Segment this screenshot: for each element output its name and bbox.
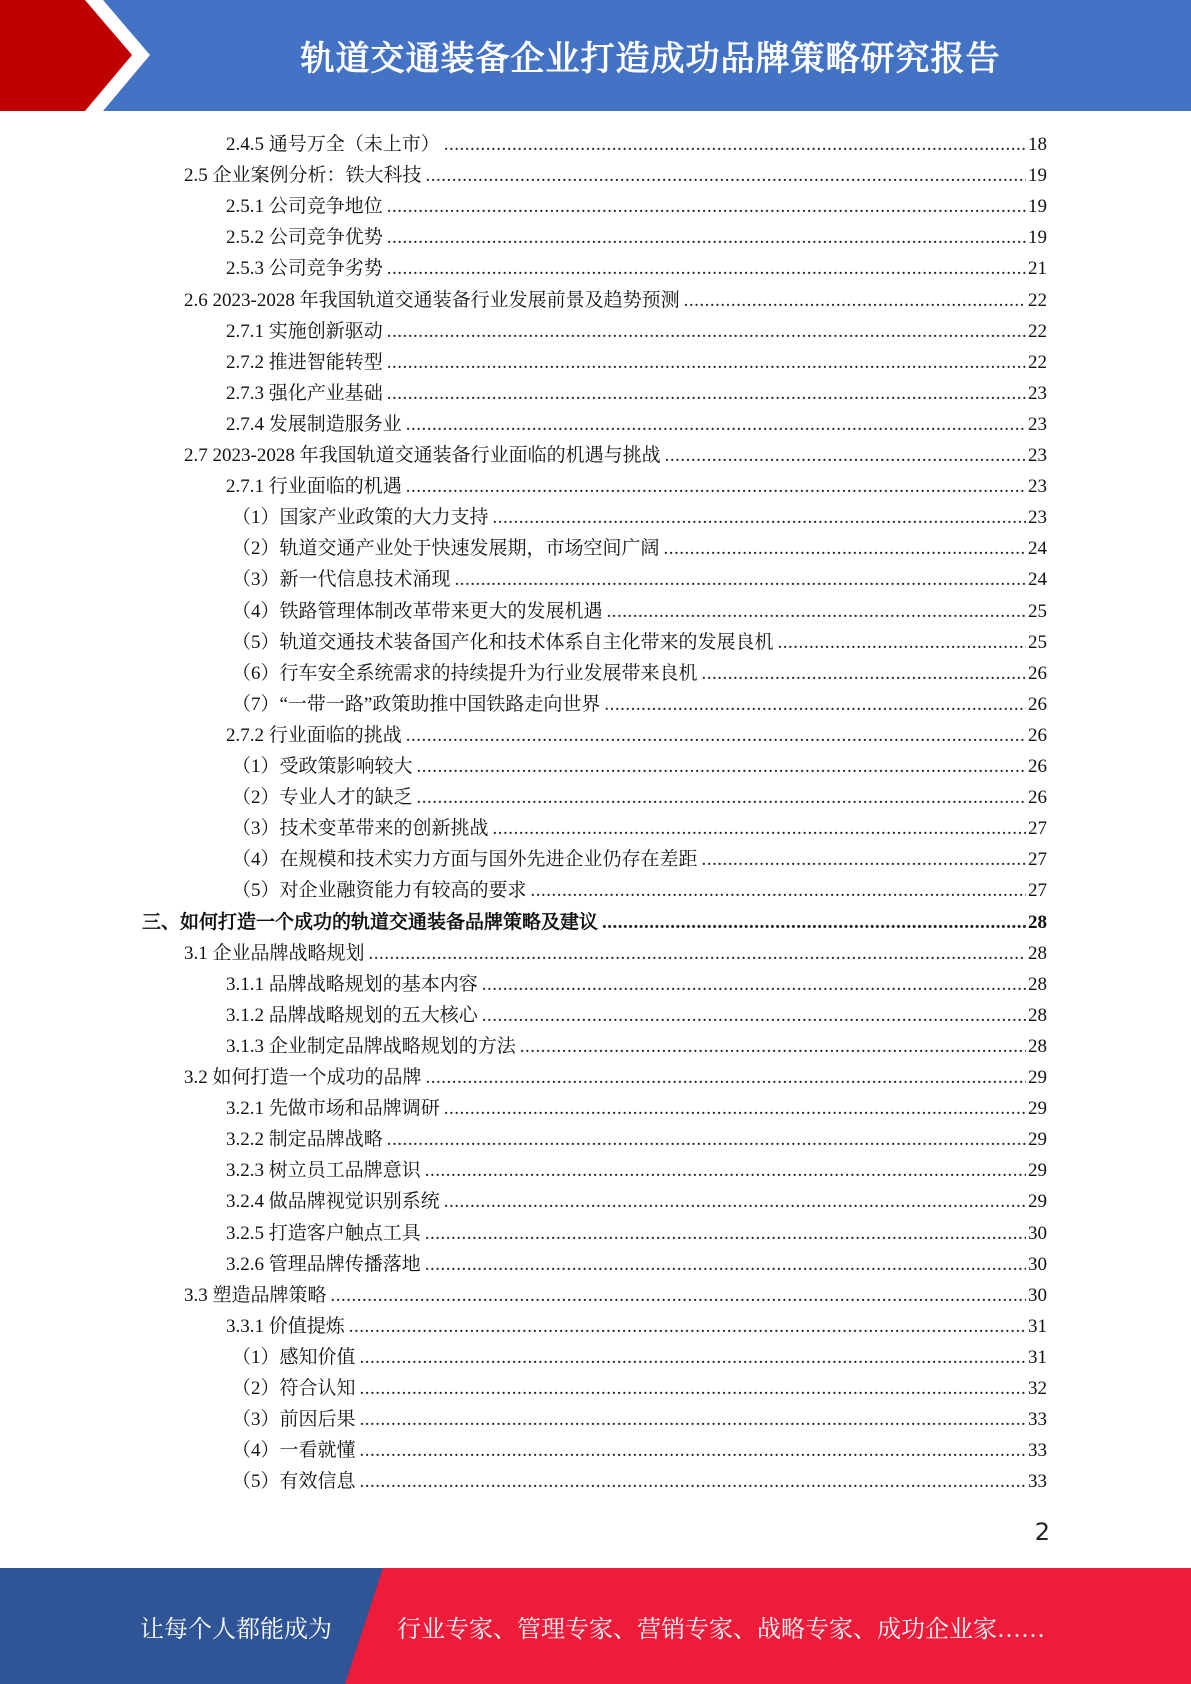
toc-entry-title: 3.1 企业品牌战略规划 (184, 942, 365, 964)
toc-entry[interactable] (184, 1062, 1047, 1093)
toc-entry[interactable] (232, 875, 1047, 906)
toc-entry-title: 3.2.1 先做市场和品牌调研 (226, 1098, 440, 1120)
toc-leader-dots (702, 844, 1026, 875)
toc-entry-page: 28 (1028, 1035, 1047, 1057)
toc-leader-dots (684, 285, 1026, 316)
toc-leader-dots (360, 1373, 1026, 1404)
toc-entry-page: 22 (1028, 320, 1047, 342)
toc-entry-title: 3.3 塑造品牌策略 (184, 1284, 327, 1306)
toc-entry[interactable] (232, 751, 1047, 782)
page-number: 2 (1034, 1518, 1050, 1546)
toc-entry-page: 28 (1028, 911, 1047, 933)
footer-slogan-left: 让每个人都能成为 (140, 1616, 332, 1643)
page-header (0, 0, 1191, 111)
toc-entry-page: 25 (1028, 631, 1047, 653)
toc-entry-title: 2.4.5 通号万全（未上市） (226, 134, 440, 155)
toc-entry-page: 29 (1028, 1191, 1047, 1213)
toc-leader-dots (417, 751, 1026, 782)
toc-entry-page: 23 (1028, 382, 1047, 404)
toc-entry-page: 24 (1028, 538, 1047, 560)
toc-leader-dots (387, 191, 1026, 222)
toc-leader-dots (665, 440, 1026, 471)
toc-entry-page: 23 (1028, 445, 1047, 466)
toc-leader-dots (406, 720, 1026, 751)
toc-entry-title: 2.7.1 实施创新驱动 (226, 320, 383, 342)
toc-leader-dots (602, 907, 1026, 938)
toc-entry-title: 3.2.3 树立员工品牌意识 (226, 1160, 421, 1182)
toc-entry[interactable] (226, 1186, 1047, 1217)
toc-entry-title: （2）轨道交通产业处于快速发展期，市场空间广阔 (232, 538, 660, 560)
toc-entry-title: 2.6 2023-2028 年我国轨道交通装备行业发展前景及趋势预测 (184, 289, 680, 311)
toc-entry-page: 33 (1028, 1440, 1047, 1462)
toc-entry-title: 3.2.6 管理品牌传播落地 (226, 1253, 421, 1275)
toc-entry-title: （6）行车安全系统需求的持续提升为行业发展带来良机 (232, 662, 698, 684)
toc-entry[interactable] (232, 782, 1047, 813)
footer-slogan-right: 行业专家、管理专家、营销专家、战略专家、成功企业家…… (397, 1616, 1045, 1643)
toc-entry[interactable] (226, 1031, 1047, 1062)
toc-entry[interactable] (226, 378, 1047, 409)
toc-entry-title: （5）有效信息 (232, 1471, 356, 1493)
toc-entry[interactable] (232, 813, 1047, 844)
toc-leader-dots (406, 471, 1026, 502)
toc-leader-dots (406, 409, 1026, 440)
toc-entry-page: 24 (1028, 569, 1047, 591)
toc-entry[interactable] (226, 347, 1047, 378)
toc-leader-dots (455, 564, 1026, 595)
toc-entry[interactable] (184, 938, 1047, 969)
toc-entry-title: 3.2.4 做品牌视觉识别系统 (226, 1191, 440, 1213)
toc-entry-page: 27 (1028, 818, 1047, 840)
toc-leader-dots (387, 316, 1026, 347)
toc-leader-dots (331, 1280, 1026, 1311)
toc-entry-page: 18 (1028, 134, 1047, 155)
toc-entry[interactable] (232, 596, 1047, 627)
toc-leader-dots (360, 1466, 1026, 1497)
toc-entry-title: 3.1.3 企业制定品牌战略规划的方法 (226, 1035, 516, 1057)
toc-leader-dots (482, 969, 1026, 1000)
toc-leader-dots (426, 1062, 1026, 1093)
toc-leader-dots (387, 1124, 1026, 1155)
toc-entry-title: （2）专业人才的缺乏 (232, 787, 413, 809)
toc-entry-page: 22 (1028, 289, 1047, 311)
toc-leader-dots (387, 347, 1026, 378)
toc-leader-dots (417, 782, 1026, 813)
toc-entry-page: 33 (1028, 1409, 1047, 1431)
toc-entry-title: （7）“一带一路”政策助推中国铁路走向世界 (232, 693, 601, 715)
toc-entry-page: 23 (1028, 507, 1047, 529)
toc-leader-dots (425, 1218, 1026, 1249)
toc-entry[interactable] (226, 253, 1047, 284)
toc-entry-page: 29 (1028, 1160, 1047, 1182)
toc-entry[interactable] (232, 689, 1047, 720)
toc-entry[interactable] (226, 969, 1047, 1000)
toc-entry[interactable] (232, 1373, 1047, 1404)
toc-entry-page: 26 (1028, 693, 1047, 715)
toc-leader-dots (360, 1435, 1026, 1466)
toc-leader-dots (702, 658, 1026, 689)
toc-leader-dots (426, 160, 1026, 191)
toc-entry-page: 27 (1028, 849, 1047, 871)
toc-leader-dots (531, 875, 1026, 906)
toc-entry-title: （4）一看就懂 (232, 1440, 356, 1462)
toc-entry-title: （5）对企业融资能力有较高的要求 (232, 880, 527, 902)
toc-entry-page: 28 (1028, 973, 1047, 995)
toc-leader-dots (425, 1155, 1026, 1186)
toc-entry-title: 2.5 企业案例分析：铁大科技 (184, 165, 422, 187)
toc-leader-dots (444, 1186, 1026, 1217)
toc-entry-title: （3）新一代信息技术涌现 (232, 569, 451, 591)
toc-entry[interactable] (184, 1280, 1047, 1311)
toc-entry-page: 26 (1028, 787, 1047, 809)
toc-entry[interactable] (232, 658, 1047, 689)
toc-leader-dots (444, 129, 1026, 160)
toc-entry[interactable] (142, 907, 1047, 938)
toc-entry-page: 29 (1028, 1067, 1047, 1088)
toc-entry-title: 三、如何打造一个成功的轨道交通装备品牌策略及建议 (142, 911, 599, 933)
toc-leader-dots (387, 222, 1026, 253)
toc-entry-page: 31 (1028, 1315, 1047, 1337)
toc-entry[interactable] (226, 471, 1047, 502)
toc-entry-page: 26 (1028, 756, 1047, 777)
toc-entry[interactable] (232, 1404, 1047, 1435)
toc-entry-page: 28 (1028, 1004, 1047, 1026)
toc-entry[interactable] (232, 844, 1047, 875)
toc-entry-page: 30 (1028, 1284, 1047, 1306)
toc-entry-page: 30 (1028, 1253, 1047, 1275)
toc-entry[interactable] (184, 285, 1047, 316)
toc-entry-title: 2.5.2 公司竞争优势 (226, 227, 383, 249)
toc-entry-page: 28 (1028, 942, 1047, 964)
toc-entry-title: （4）铁路管理体制改革带来更大的发展机遇 (232, 600, 603, 622)
toc-entry-page: 26 (1028, 662, 1047, 684)
toc-entry-title: （1）感知价值 (232, 1346, 356, 1368)
toc-entry-page: 33 (1028, 1471, 1047, 1493)
toc-leader-dots (369, 938, 1026, 969)
toc-entry[interactable] (226, 720, 1047, 751)
toc-entry[interactable] (232, 627, 1047, 658)
toc-entry[interactable] (232, 1342, 1047, 1373)
toc-entry-title: 3.2 如何打造一个成功的品牌 (184, 1067, 422, 1088)
toc-entry-title: 2.7.4 发展制造服务业 (226, 413, 402, 435)
toc-entry-page: 26 (1028, 724, 1047, 746)
toc-leader-dots (444, 1093, 1026, 1124)
toc-entry[interactable] (226, 222, 1047, 253)
toc-entry-title: 2.5.1 公司竞争地位 (226, 196, 383, 218)
toc-entry[interactable] (226, 1155, 1047, 1186)
toc-entry-title: 3.2.5 打造客户触点工具 (226, 1222, 421, 1244)
toc-entry-page: 19 (1028, 227, 1047, 249)
toc-entry-page: 22 (1028, 351, 1047, 373)
toc-entry-title: 3.2.2 制定品牌战略 (226, 1129, 383, 1151)
toc-entry[interactable] (232, 533, 1047, 564)
toc-entry[interactable] (232, 1466, 1047, 1497)
toc-leader-dots (387, 253, 1026, 284)
report-title: 轨道交通装备企业打造成功品牌策略研究报告 (300, 39, 1001, 79)
toc-entry-page: 23 (1028, 476, 1047, 498)
toc-entry[interactable] (232, 502, 1047, 533)
toc-entry-title: （5）轨道交通技术装备国产化和技术体系自主化带来的发展良机 (232, 631, 774, 653)
toc-leader-dots (349, 1311, 1026, 1342)
toc-leader-dots (493, 502, 1026, 533)
toc-entry-page: 19 (1028, 165, 1047, 187)
toc-leader-dots (778, 627, 1026, 658)
toc-entry-page: 19 (1028, 196, 1047, 218)
toc-entry-title: 3.1.2 品牌战略规划的五大核心 (226, 1004, 478, 1026)
toc-entry[interactable] (226, 1124, 1047, 1155)
toc-entry[interactable] (226, 1000, 1047, 1031)
toc-leader-dots (387, 378, 1026, 409)
toc-entry-title: 3.3.1 价值提炼 (226, 1315, 345, 1337)
toc-entry-page: 23 (1028, 413, 1047, 435)
toc-leader-dots (425, 1249, 1026, 1280)
toc-entry-page: 32 (1028, 1378, 1047, 1399)
toc-entry-page: 31 (1028, 1346, 1047, 1368)
toc-entry-title: 2.7.1 行业面临的机遇 (226, 476, 402, 498)
toc-leader-dots (604, 689, 1026, 720)
toc-entry[interactable] (226, 1218, 1047, 1249)
toc-entry[interactable] (226, 1249, 1047, 1280)
toc-entry-title: （1）受政策影响较大 (232, 756, 413, 777)
toc-entry-title: （3）前因后果 (232, 1409, 356, 1431)
toc-leader-dots (607, 596, 1026, 627)
toc-entry[interactable] (184, 440, 1047, 471)
toc-entry-page: 25 (1028, 600, 1047, 622)
toc-entry-page: 29 (1028, 1129, 1047, 1151)
toc-entry-page: 21 (1028, 258, 1047, 280)
toc-entry-title: （2）符合认知 (232, 1378, 356, 1399)
toc-entry[interactable] (226, 191, 1047, 222)
toc-entry-page: 27 (1028, 880, 1047, 902)
toc-entry[interactable] (232, 1435, 1047, 1466)
toc-leader-dots (360, 1342, 1026, 1373)
toc-entry-title: （1）国家产业政策的大力支持 (232, 507, 489, 529)
page-footer (0, 1568, 1191, 1684)
toc-entry[interactable] (226, 1093, 1047, 1124)
toc-entry-page: 29 (1028, 1098, 1047, 1120)
toc-entry-title: （3）技术变革带来的创新挑战 (232, 818, 489, 840)
toc-entry[interactable] (226, 409, 1047, 440)
toc-leader-dots (360, 1404, 1026, 1435)
toc-entry[interactable] (232, 564, 1047, 595)
toc-entry[interactable] (226, 129, 1047, 160)
toc-leader-dots (482, 1000, 1026, 1031)
toc-entry[interactable] (226, 1311, 1047, 1342)
toc-entry-title: 2.7.2 行业面临的挑战 (226, 724, 402, 746)
toc-entry-page: 30 (1028, 1222, 1047, 1244)
toc-entry-title: 2.5.3 公司竞争劣势 (226, 258, 383, 280)
toc-entry-title: （4）在规模和技术实力方面与国外先进企业仍存在差距 (232, 849, 698, 871)
toc-entry[interactable] (226, 316, 1047, 347)
toc-entry-title: 3.1.1 品牌战略规划的基本内容 (226, 973, 478, 995)
toc-leader-dots (664, 533, 1026, 564)
toc-entry[interactable] (184, 160, 1047, 191)
toc-entry-title: 2.7.3 强化产业基础 (226, 382, 383, 404)
toc-leader-dots (493, 813, 1026, 844)
toc-entry-title: 2.7 2023-2028 年我国轨道交通装备行业面临的机遇与挑战 (184, 445, 661, 466)
toc-entry-title: 2.7.2 推进智能转型 (226, 351, 383, 373)
toc-leader-dots (520, 1031, 1026, 1062)
